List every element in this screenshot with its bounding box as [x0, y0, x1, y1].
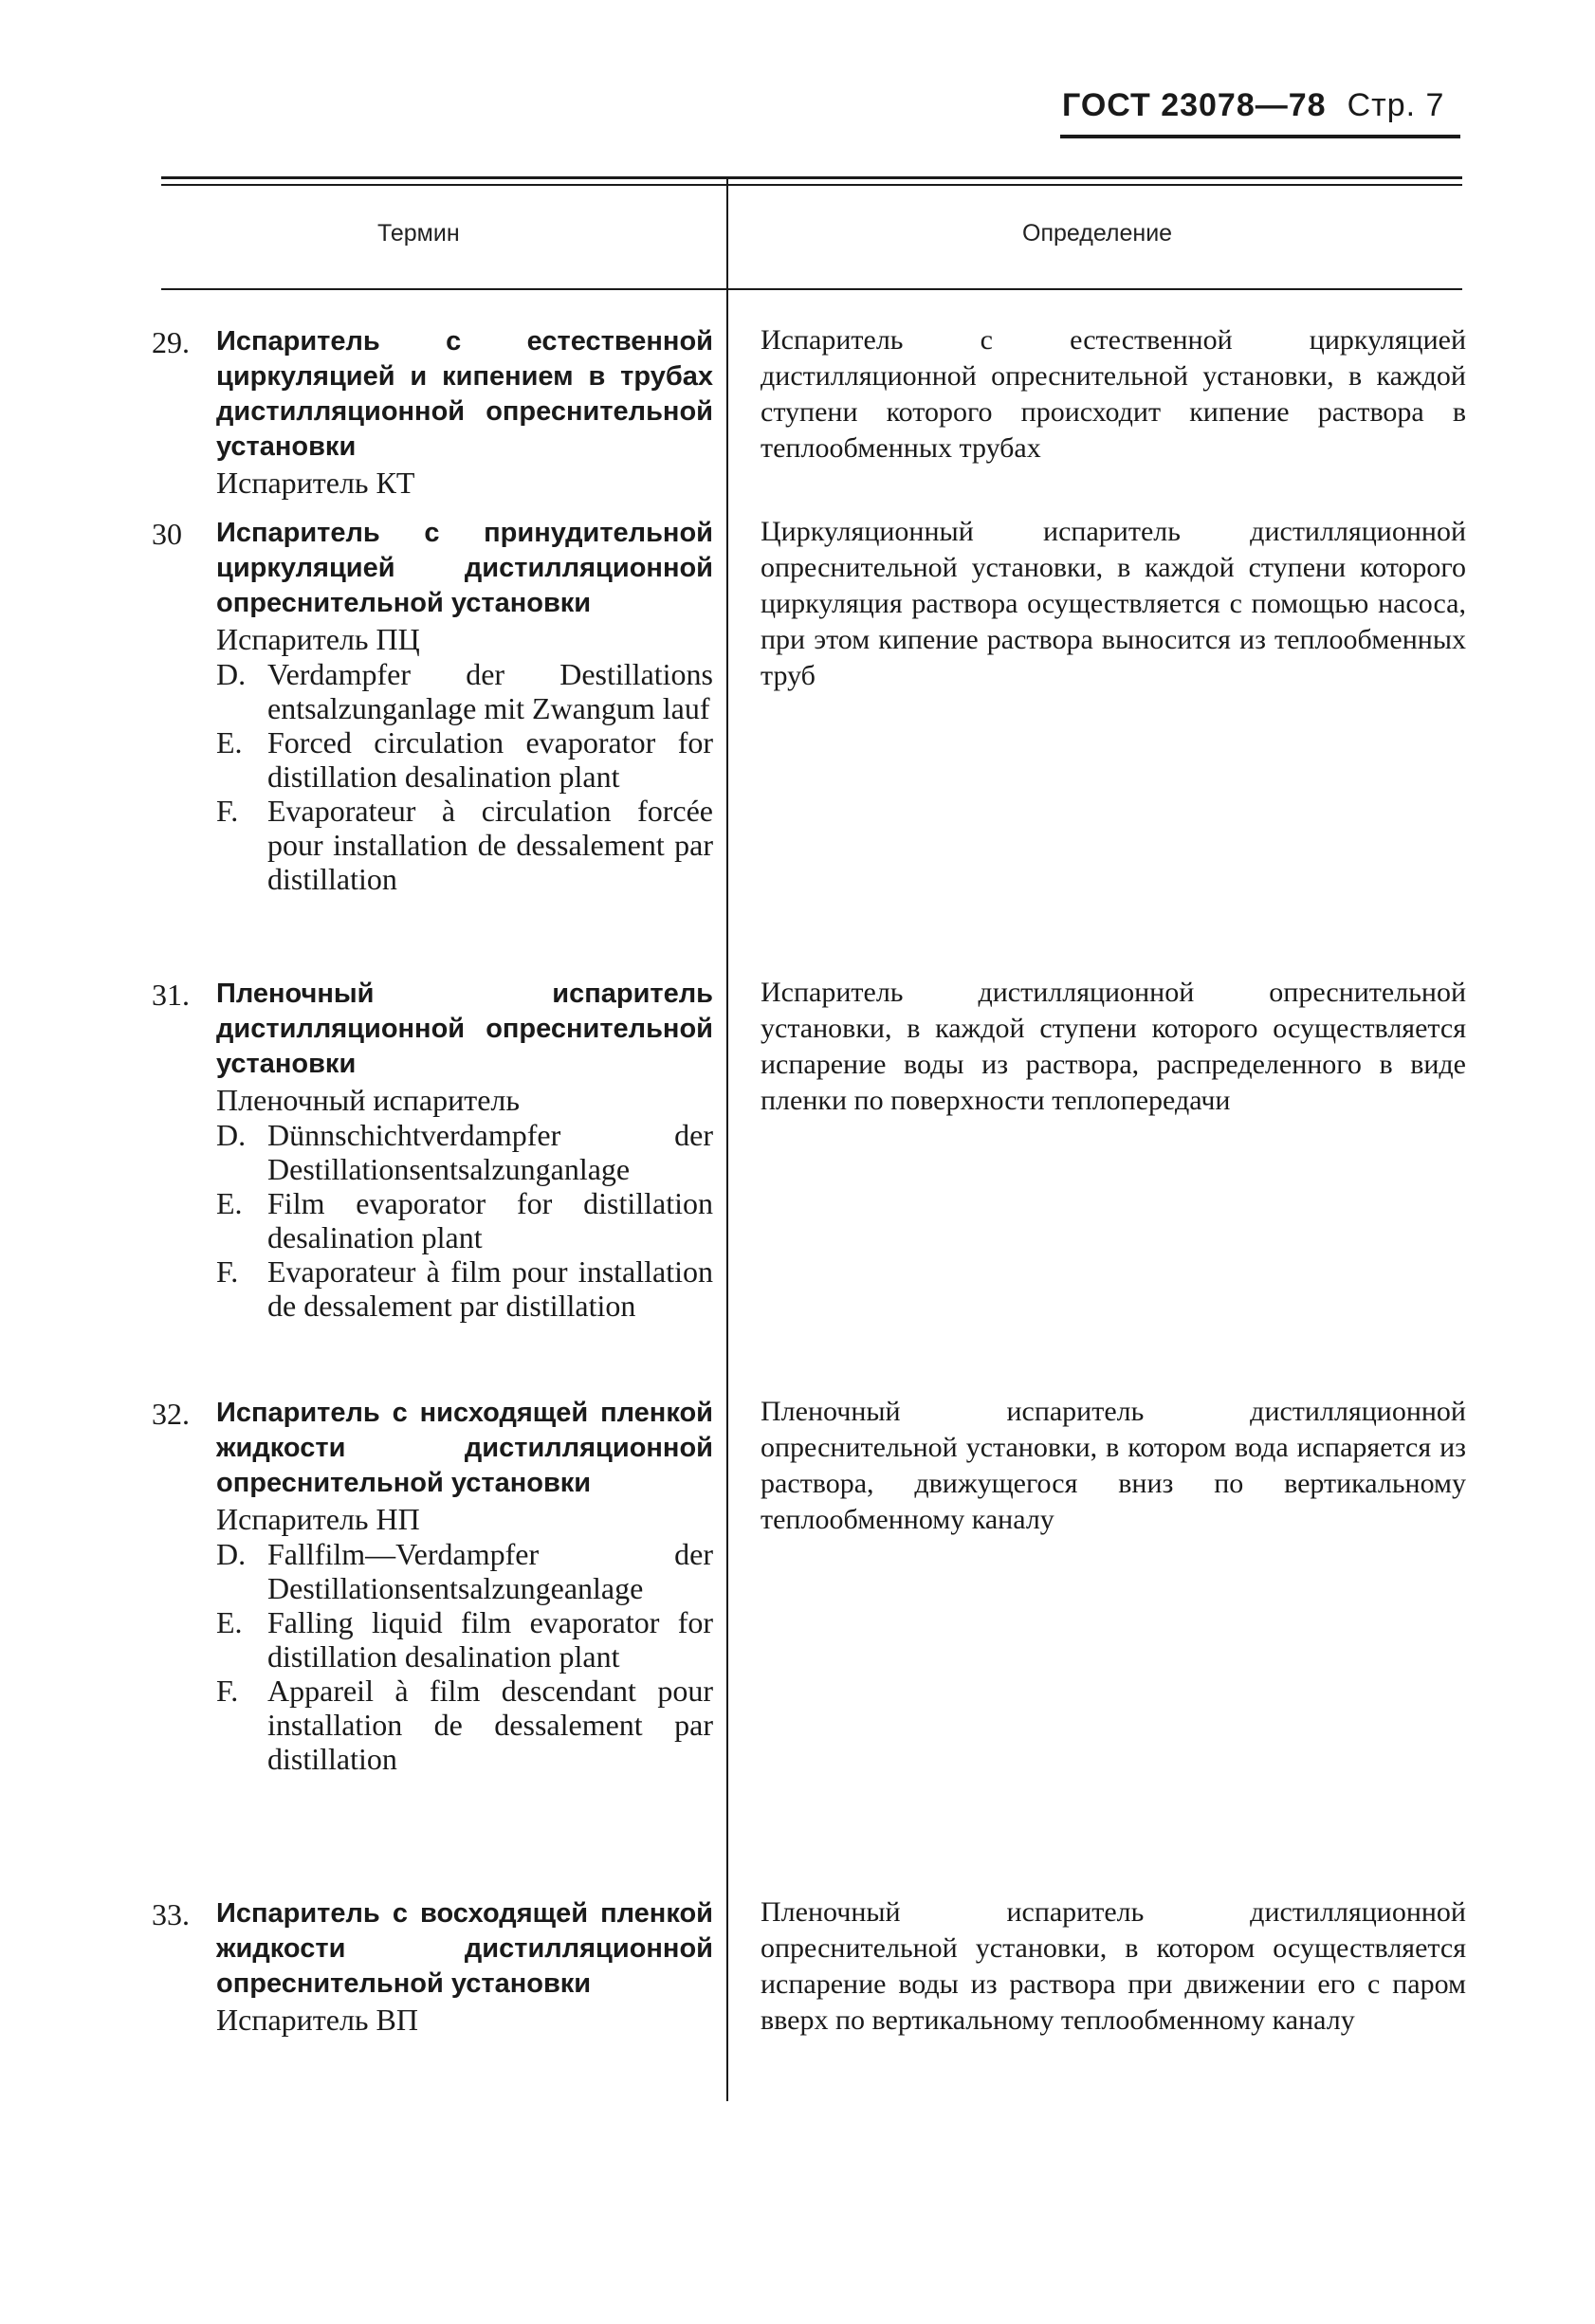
language-code: D.	[216, 657, 247, 691]
definition-text: Циркуляционный испаритель дистилляционной опреснительной установки, в каждой ступени которого циркуляция раствора осуществляется с помощью насоса, при этом кипение раствора выносится из теплообменных труб	[761, 516, 1466, 691]
entry-number: 31.	[152, 978, 190, 1012]
term-entry-32	[152, 1396, 713, 1776]
term-entry-33	[152, 1896, 713, 2038]
foreign-term: Evaporateur à circulation forcée pour installation de dessalement par distillation	[267, 794, 713, 896]
entry-number: 30	[152, 517, 182, 551]
definition-31	[761, 975, 1466, 1119]
column-header-term: Термин	[377, 220, 460, 247]
column-header-definition: Определение	[1022, 220, 1173, 247]
term-entry-30	[152, 516, 713, 896]
foreign-term: Falling liquid film evaporator for distillation desalination plant	[267, 1605, 713, 1674]
language-code: D.	[216, 1537, 247, 1571]
page-number: Стр. 7	[1347, 87, 1445, 123]
definition-32	[761, 1394, 1466, 1538]
language-code: E.	[216, 1186, 243, 1220]
term-title: Испаритель с принудительной циркуляцией дистилляционной опреснительной установки	[216, 518, 713, 618]
term-title: Пленочный испаритель дистилляционной опреснительной установки	[216, 979, 713, 1079]
definition-text: Испаритель с естественной циркуляцией дистилляционной опреснительной установки, в каждой ступени которого происходит кипение раствора в теплообменных трубах	[761, 324, 1466, 464]
foreign-equivalent-fr	[216, 1254, 713, 1323]
foreign-equivalent-fr	[216, 1674, 713, 1776]
table-top-rule-inner	[161, 184, 1462, 186]
foreign-equivalent-de	[216, 1118, 713, 1186]
definition-30	[761, 514, 1466, 694]
foreign-term: Fallfilm—Verdampfer der Destillationsentsalzungeanlage	[267, 1537, 713, 1605]
language-code: E.	[216, 1605, 243, 1639]
definition-29	[761, 322, 1466, 467]
foreign-term: Forced circulation evaporator for distillation desalination plant	[267, 725, 713, 794]
page-header	[1062, 87, 1460, 124]
foreign-equivalent-en	[216, 1186, 713, 1254]
language-code: F.	[216, 1254, 239, 1289]
definition-text: Пленочный испаритель дистилляционной опреснительной установки, в котором вода испаряется из раствора, движущегося вниз по вертикальному теплообменному каналу	[761, 1396, 1466, 1535]
language-code: D.	[216, 1118, 247, 1152]
term-entry-31	[152, 977, 713, 1323]
language-code: F.	[216, 794, 239, 828]
header-underline	[1060, 135, 1460, 138]
term-short-name: Испаритель КТ	[216, 466, 415, 500]
definition-text: Испаритель дистилляционной опреснительной установки, в каждой ступени которого осуществляется испарение воды из раствора, распределенного в виде пленки по поверхности теплопередачи	[761, 977, 1466, 1116]
term-title: Испаритель с естественной циркуляцией и кипением в трубах дистилляционной опреснительной установки	[216, 326, 713, 462]
term-short-name: Испаритель ВП	[216, 2003, 418, 2037]
foreign-equivalent-en	[216, 1605, 713, 1674]
foreign-term: Appareil à film descendant pour installation de dessalement par distillation	[267, 1674, 713, 1776]
foreign-term: Evaporateur à film pour installation de dessalement par distillation	[267, 1254, 713, 1323]
foreign-equivalent-de	[216, 1537, 713, 1605]
column-divider	[726, 176, 728, 2101]
term-title: Испаритель с восходящей пленкой жидкости дистилляционной опреснительной установки	[216, 1898, 713, 1999]
entry-number: 29.	[152, 325, 190, 359]
foreign-equivalent-de	[216, 657, 713, 725]
entry-number: 32.	[152, 1397, 190, 1431]
standard-number: ГОСТ 23078—78	[1062, 87, 1327, 123]
foreign-equivalent-en	[216, 725, 713, 794]
language-code: F.	[216, 1674, 239, 1708]
definition-33	[761, 1894, 1466, 2039]
term-short-name: Испаритель НП	[216, 1502, 420, 1536]
foreign-equivalent-fr	[216, 794, 713, 896]
term-short-name: Пленочный испаритель	[216, 1083, 520, 1117]
entry-number: 33.	[152, 1897, 190, 1931]
term-title: Испаритель с нисходящей пленкой жидкости дистилляционной опреснительной установки	[216, 1398, 713, 1498]
table-header-rule	[161, 288, 1462, 290]
term-entry-29	[152, 324, 713, 501]
table-top-rule	[161, 176, 1462, 179]
language-code: E.	[216, 725, 243, 759]
foreign-term: Film evaporator for distillation desalination plant	[267, 1186, 713, 1254]
foreign-term: Dünnschichtverdampfer der Destillationsentsalzunganlage	[267, 1118, 713, 1186]
definition-text: Пленочный испаритель дистилляционной опреснительной установки, в котором осуществляется испарение воды из раствора при движении его с паром вверх по вертикальному теплообменному каналу	[761, 1896, 1466, 2036]
foreign-term: Verdampfer der Destillations entsalzunganlage mit Zwangum lauf	[267, 657, 713, 725]
term-short-name: Испаритель ПЦ	[216, 622, 420, 656]
